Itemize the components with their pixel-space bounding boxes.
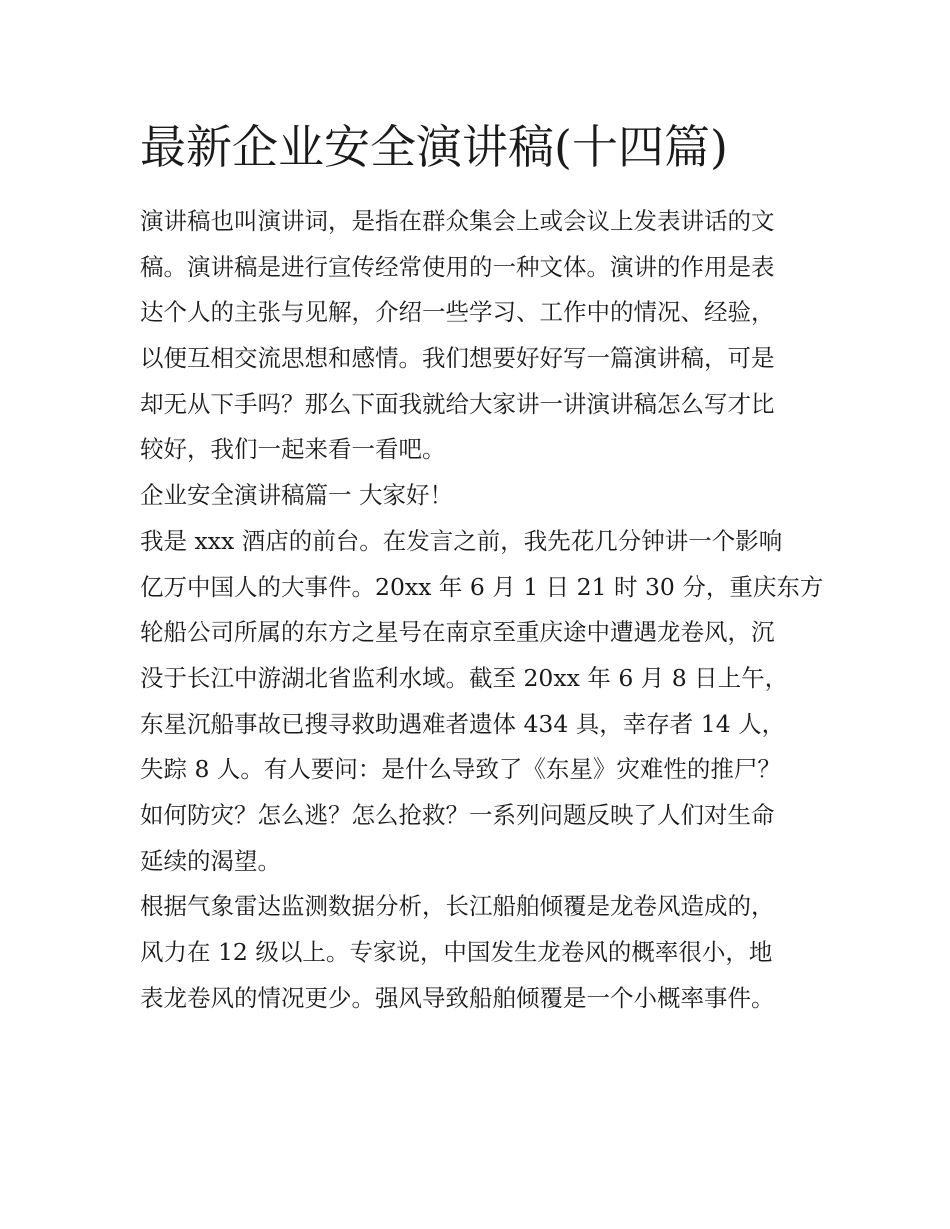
body-line: 延续的渴望。	[140, 846, 281, 875]
body-line: 达个人的主张与见解，介绍一些学习、工作中的情况、经验，	[140, 298, 775, 327]
body-line: 亿万中国人的大事件。20xx 年 6 月 1 日 21 时 30 分，重庆东方	[140, 572, 824, 601]
body-line: 根据气象雷达监测数据分析，长江船舶倾覆是龙卷风造成的，	[140, 892, 775, 921]
body-line: 演讲稿也叫演讲词，是指在群众集会上或会议上发表讲话的文	[140, 207, 775, 235]
body-line: 风力在 12 级以上。专家说，中国发生龙卷风的概率很小，地	[140, 938, 773, 966]
body-line: 如何防灾？怎么逃？怎么抢救？一系列问题反映了人们对生命	[140, 800, 775, 829]
body-line: 却无从下手吗？那么下面我就给大家讲一讲演讲稿怎么写才比	[140, 389, 775, 418]
body-line: 表龙卷风的情况更少。强风导致船舶倾覆是一个小概率事件。	[140, 983, 775, 1012]
document-title: 最新企业安全演讲稿(十四篇)	[140, 120, 728, 174]
body-line: 没于长江中游湖北省监利水域。截至 20xx 年 6 月 8 日上午，	[140, 663, 789, 692]
document-body	[140, 199, 830, 1021]
body-line: 东星沉船事故已搜寻救助遇难者遗体 434 具，幸存者 14 人，	[140, 709, 786, 738]
body-line: 失踪 8 人。有人要问：是什么导致了《东星》灾难性的推尸？	[140, 755, 781, 784]
body-line: 轮船公司所属的东方之星号在南京至重庆途中遭遇龙卷风，沉	[140, 618, 775, 647]
body-line: 我是 xxx 酒店的前台。在发言之前，我先花几分钟讲一个影响	[140, 526, 783, 555]
body-line: 较好，我们一起来看一看吧。	[140, 435, 446, 464]
body-line: 以便互相交流思想和感情。我们想要好好写一篇演讲稿，可是	[140, 344, 775, 373]
body-line: 稿。演讲稿是进行宣传经常使用的一种文体。演讲的作用是表	[140, 252, 775, 281]
section-heading: 企业安全演讲稿篇一 大家好！	[140, 481, 453, 510]
